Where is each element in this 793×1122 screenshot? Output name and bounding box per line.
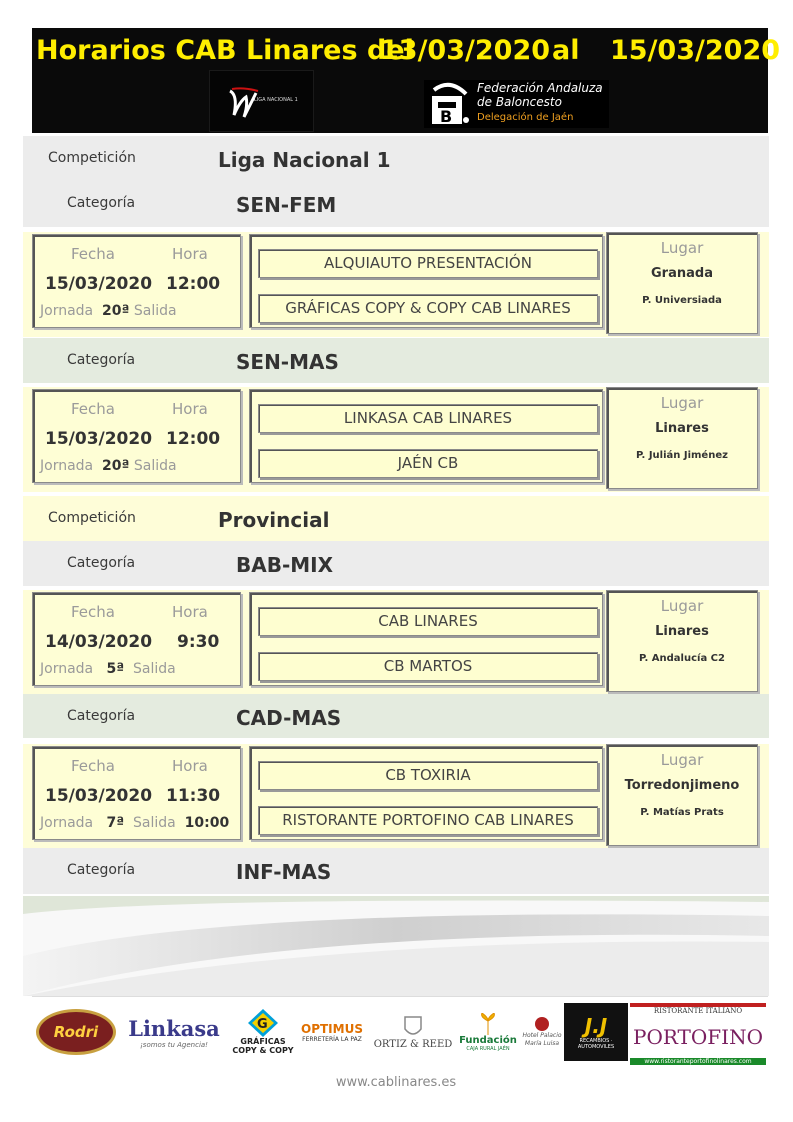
competition-name: Provincial bbox=[218, 508, 330, 532]
place-box bbox=[606, 590, 758, 692]
game-time: 11:30 bbox=[166, 786, 221, 806]
jornada-label: Jornada bbox=[40, 458, 94, 474]
sponsor-ortiz-text: ORTIZ & REED bbox=[373, 1038, 453, 1050]
competition-row bbox=[23, 136, 769, 181]
sponsor-portofino-top: RISTORANTE ITALIANO bbox=[653, 1007, 743, 1015]
sponsor-linkasa-text: Linkasa bbox=[128, 1015, 220, 1041]
svg-text:G: G bbox=[257, 1017, 268, 1032]
game-time: 9:30 bbox=[177, 632, 220, 652]
date-box bbox=[32, 746, 241, 840]
home-team: LINKASA CAB LINARES bbox=[258, 404, 598, 433]
teams-box bbox=[249, 592, 603, 686]
category-row bbox=[23, 694, 769, 738]
category-row bbox=[23, 541, 769, 586]
home-team: ALQUIAUTO PRESENTACIÓN bbox=[258, 249, 598, 278]
place-venue: P. Matías Prats bbox=[640, 807, 724, 818]
federacion-emblem-icon bbox=[426, 80, 474, 128]
category-row bbox=[23, 338, 769, 383]
category-row bbox=[23, 848, 769, 894]
jornada-row bbox=[40, 303, 177, 319]
place-venue: P. Universiada bbox=[642, 295, 722, 306]
hora-label: Hora bbox=[172, 603, 208, 621]
sponsor-rodri-text: Rodri bbox=[53, 1023, 99, 1041]
lugar-label: Lugar bbox=[660, 597, 704, 615]
svg-text:B: B bbox=[440, 107, 453, 126]
sponsor-linkasa bbox=[124, 1003, 224, 1061]
fundacion-leaf-icon bbox=[478, 1013, 498, 1035]
schedule-page bbox=[23, 28, 781, 1092]
category-label: Categoría bbox=[67, 862, 136, 878]
title-date-to: 15/03/2020 bbox=[610, 35, 781, 66]
category-name: SEN-FEM bbox=[236, 193, 337, 217]
lugar-label: Lugar bbox=[660, 239, 704, 257]
title-text: Horarios CAB Linares del bbox=[36, 35, 414, 66]
place-box bbox=[606, 744, 758, 846]
jornada-row bbox=[40, 815, 229, 831]
game-card bbox=[23, 232, 769, 337]
sponsor-ortiz-reed bbox=[372, 1003, 454, 1061]
salida-value: 10:00 bbox=[184, 815, 230, 831]
ortiz-crest-icon bbox=[403, 1015, 423, 1039]
title-al: al bbox=[552, 35, 580, 66]
away-team: JAÉN CB bbox=[258, 449, 598, 478]
home-team: CB TOXIRIA bbox=[258, 761, 598, 790]
place-box bbox=[606, 232, 758, 334]
fecha-label: Fecha bbox=[71, 245, 115, 263]
away-team: CB MARTOS bbox=[258, 652, 598, 681]
sponsor-hotel bbox=[520, 1003, 564, 1061]
game-date: 15/03/2020 bbox=[45, 429, 153, 449]
date-box bbox=[32, 592, 241, 686]
sponsor-jj bbox=[564, 1003, 628, 1061]
sponsor-fundacion-sub: CAJA RURAL JAÉN bbox=[466, 1045, 510, 1052]
header-title bbox=[32, 32, 781, 72]
sponsor-fundacion bbox=[456, 1003, 520, 1061]
jornada-label: Jornada bbox=[40, 661, 94, 677]
competition-label: Competición bbox=[48, 510, 136, 526]
hotel-rose-icon bbox=[534, 1016, 550, 1032]
game-time: 12:00 bbox=[166, 274, 221, 294]
place-box bbox=[606, 387, 758, 489]
fab-line3: Delegación de Jaén bbox=[477, 112, 574, 123]
federacion-logo bbox=[424, 80, 609, 128]
place-venue: P. Julián Jiménez bbox=[636, 450, 728, 461]
jornada-value: 7ª bbox=[106, 815, 125, 831]
game-card bbox=[23, 387, 769, 492]
game-date: 15/03/2020 bbox=[45, 786, 153, 806]
lugar-label: Lugar bbox=[660, 751, 704, 769]
fecha-label: Fecha bbox=[71, 603, 115, 621]
category-label: Categoría bbox=[67, 555, 136, 571]
sponsor-optimus-text: OPTIMUS bbox=[301, 1021, 363, 1036]
category-name: BAB-MIX bbox=[236, 553, 334, 577]
teams-box bbox=[249, 389, 603, 483]
jornada-value: 20ª bbox=[102, 458, 130, 474]
place-city: Granada bbox=[651, 266, 713, 281]
game-time: 12:00 bbox=[166, 429, 221, 449]
jornada-value: 20ª bbox=[102, 303, 130, 319]
footer-url[interactable]: www.cablinares.es bbox=[335, 1075, 457, 1090]
place-city: Linares bbox=[655, 624, 709, 639]
hora-label: Hora bbox=[172, 757, 208, 775]
competition-label: Competición bbox=[48, 150, 136, 166]
jornada-row bbox=[40, 661, 176, 677]
category-name: CAD-MAS bbox=[236, 706, 342, 730]
sponsor-graficas bbox=[228, 1003, 298, 1061]
fab-line1: Federación Andaluza bbox=[477, 81, 603, 95]
title-date-from: 13/03/2020 bbox=[380, 35, 551, 66]
salida-label: Salida bbox=[133, 303, 177, 319]
sponsor-fundacion-text: Fundación bbox=[459, 1034, 517, 1046]
date-box bbox=[32, 234, 241, 328]
category-name: INF-MAS bbox=[236, 860, 332, 884]
sponsor-portofino-text: PORTOFINO bbox=[633, 1024, 763, 1049]
fab-line2: de Baloncesto bbox=[477, 95, 562, 109]
salida-label: Salida bbox=[133, 458, 177, 474]
teams-box bbox=[249, 746, 603, 840]
away-team: GRÁFICAS COPY & COPY CAB LINARES bbox=[258, 294, 598, 323]
sponsor-jj-text: J.J bbox=[584, 1014, 608, 1038]
salida-label: Salida bbox=[133, 815, 176, 831]
game-card bbox=[23, 590, 769, 695]
sponsor-portofino bbox=[630, 1003, 766, 1065]
sponsor-hotel-text: Hotel Palacio María Luisa bbox=[522, 1032, 562, 1047]
sponsor-graficas-text: GRÁFICAS COPY & COPY bbox=[232, 1037, 294, 1055]
place-venue: P. Andalucía C2 bbox=[639, 653, 725, 664]
competition-name: Liga Nacional 1 bbox=[218, 148, 391, 172]
sponsor-linkasa-tag: ¡somos tu Agencia! bbox=[140, 1040, 208, 1049]
sponsor-rodri bbox=[36, 1003, 116, 1061]
sponsor-portofino-url: www.ristoranteportofinolinares.com bbox=[630, 1058, 766, 1065]
fecha-label: Fecha bbox=[71, 757, 115, 775]
competition-row bbox=[23, 496, 769, 541]
date-box bbox=[32, 389, 241, 483]
category-label: Categoría bbox=[67, 352, 136, 368]
place-city: Linares bbox=[655, 421, 709, 436]
lugar-label: Lugar bbox=[660, 394, 704, 412]
teams-box bbox=[249, 234, 603, 328]
game-date: 14/03/2020 bbox=[45, 632, 153, 652]
jornada-label: Jornada bbox=[40, 303, 94, 319]
jornada-label: Jornada bbox=[40, 815, 94, 831]
category-name: SEN-MAS bbox=[236, 350, 339, 374]
away-team: RISTORANTE PORTOFINO CAB LINARES bbox=[258, 806, 598, 835]
jornada-value: 5ª bbox=[106, 661, 125, 677]
sponsor-optimus bbox=[296, 1003, 368, 1061]
hora-label: Hora bbox=[172, 400, 208, 418]
category-label: Categoría bbox=[67, 195, 136, 211]
decorative-swoosh bbox=[23, 896, 769, 996]
jornada-row bbox=[40, 458, 177, 474]
liga-nacional-logo-text: LIGA NACIONAL 1 bbox=[254, 97, 298, 103]
category-label: Categoría bbox=[67, 708, 136, 724]
category-row bbox=[23, 181, 769, 227]
home-team: CAB LINARES bbox=[258, 607, 598, 636]
header bbox=[32, 28, 781, 133]
fecha-label: Fecha bbox=[71, 400, 115, 418]
salida-label: Salida bbox=[133, 661, 176, 677]
graficas-logo-icon bbox=[248, 1009, 278, 1037]
sponsor-optimus-sub: FERRETERÍA LA PAZ bbox=[302, 1035, 362, 1043]
hora-label: Hora bbox=[172, 245, 208, 263]
sponsor-jj-sub: RECAMBIOS · AUTOMOVILES bbox=[577, 1038, 615, 1050]
place-city: Torredonjimeno bbox=[624, 778, 740, 793]
game-card bbox=[23, 744, 769, 849]
game-date: 15/03/2020 bbox=[45, 274, 153, 294]
sponsors-strip bbox=[32, 996, 768, 1067]
liga-nacional-logo bbox=[209, 70, 314, 132]
